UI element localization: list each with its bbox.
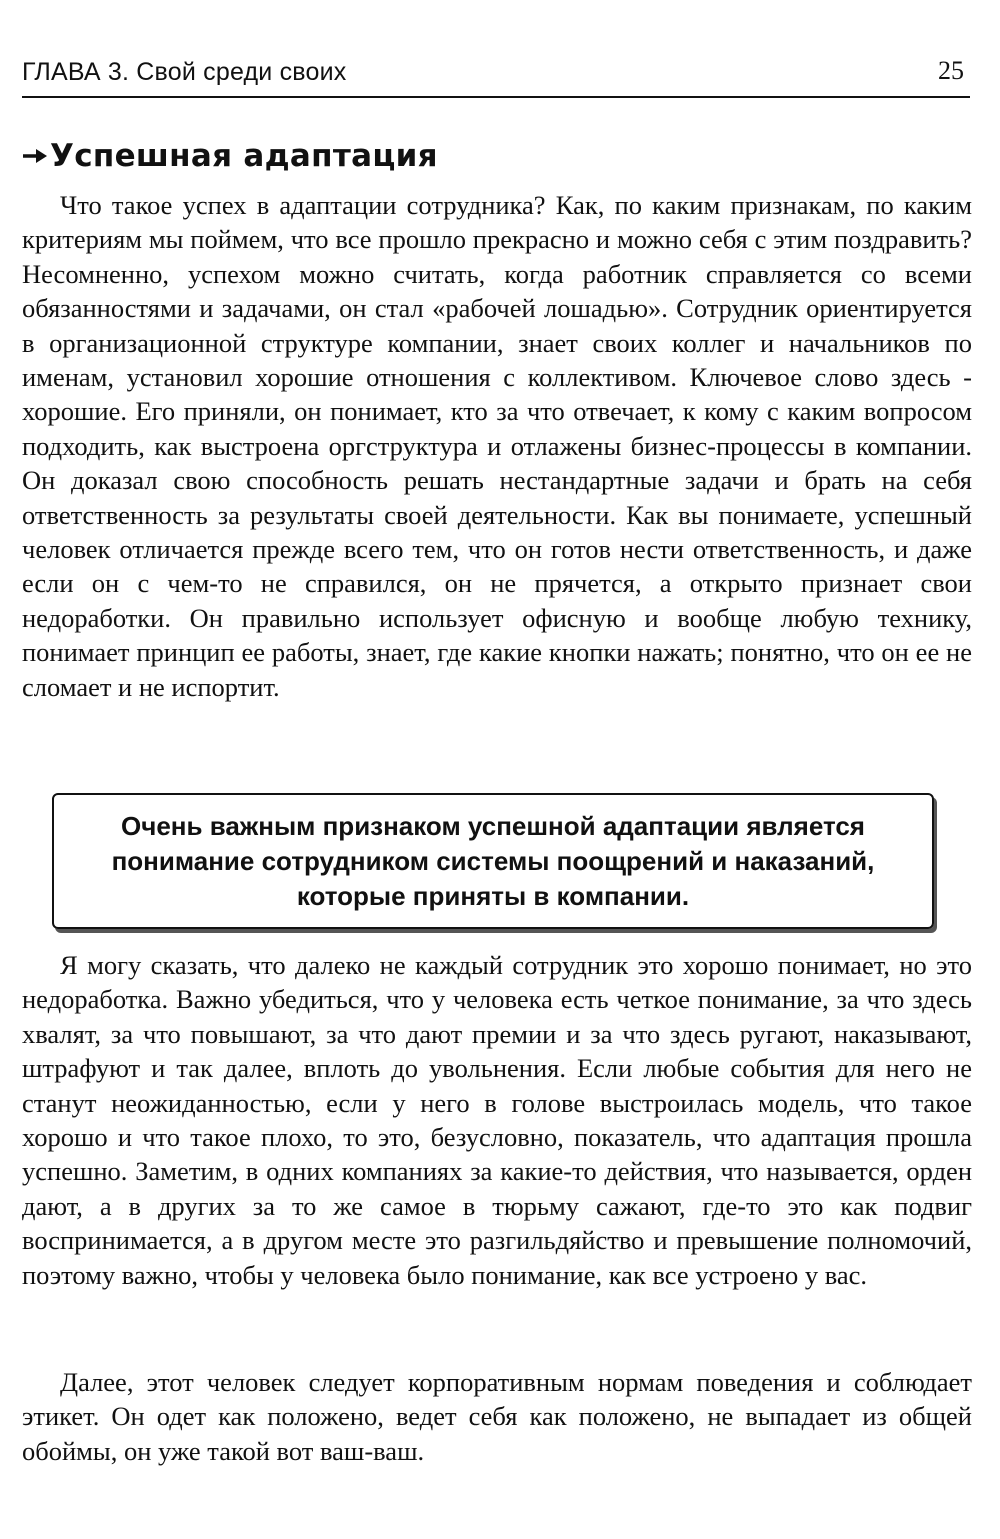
section-title: Успешная адаптация [50, 138, 438, 174]
paragraph: Что такое успех в адаптации сотрудника? Как, по каким признакам, по каким критериям мы поймем, что все прошло прекрасно и можно себя с этим поздравить? Несомненно, успехом можно считать, когда работник справляется со всеми обязанностями и задачами, он стал «рабочей лошадью». Сотрудник ориентируется в организационной структуре компании, знает своих коллег и начальников по именам, установил хорошие отношения с коллективом. Ключевое слово здесь - хорошие. Его приняли, он понимает, кто за что отвечает, к кому с каким вопросом подходить, как выстроена оргструктура и отлажены бизнес-процессы в компании. Он доказал свою способность решать нестандартные задачи и брать на себя ответственность за результаты своей деятельности. Как вы понимаете, успешный человек отличается прежде всего тем, что он готов нести ответственность, и даже если он с чем-то не справился, он не прячется, а открыто признает свои недоработки. Он правильно использует офисную и вообще любую технику, понимает принцип ее работы, знает, где какие кнопки нажать; понятно, что он ее не сломает и не испортит. [22, 190, 972, 702]
callout-text: Очень важным признаком успешной адаптации является понимание сотрудником системы поощрений и наказаний, которые приняты в компании. [111, 810, 875, 911]
paragraph: Далее, этот человек следует корпоративным нормам поведения и соблюдает этикет. Он одет как положено, ведет себя как положено, не выпадает из общей обоймы, он уже такой вот ваш-ваш. [22, 1367, 972, 1466]
right-arrow-icon [22, 146, 48, 166]
page-number: 25 [938, 56, 964, 85]
paragraph: Я могу сказать, что далеко не каждый сотрудник это хорошо понимает, но это недоработка. Важно убедиться, что у человека есть четкое понимание, за что здесь хвалят, за что повышают, за что дают премии и за что здесь ругают, наказывают, штрафуют и так далее, вплоть до увольнения. Если любые события для него не станут неожиданностью, если у него в голове выстроилась модель, что такое хорошо и что такое плохо, то это, безусловно, показатель, что адаптация прошла успешно. Заметим, в одних компаниях за какие-то действия, что называется, орден дают, а в других за то же самое в тюрьму сажают, где-то это как подвиг воспринимается, а в другом месте это разгильдяйство и превышение полномочий, поэтому важно, чтобы у человека было понимание, как все устроено у вас. [22, 950, 972, 1290]
section-heading [22, 138, 438, 174]
chapter-title: ГЛАВА 3. Свой среди своих [22, 58, 347, 86]
callout-box [52, 793, 934, 929]
running-header [22, 58, 970, 98]
